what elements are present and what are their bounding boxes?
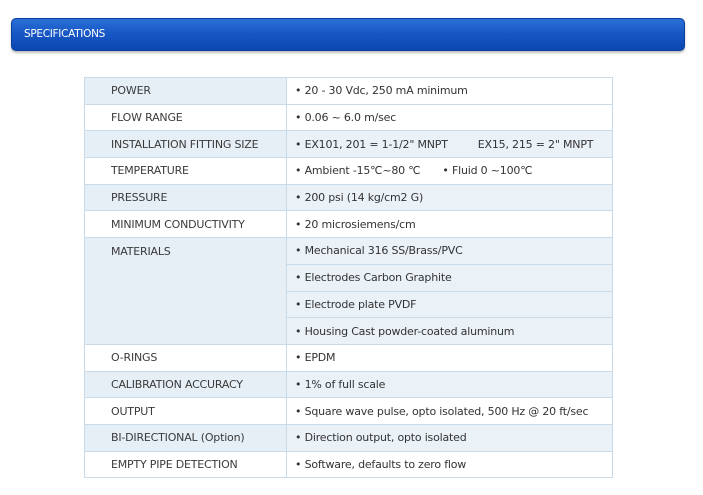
spec-value: • Software, defaults to zero flow [287, 451, 613, 478]
spec-value: • 20 - 30 Vdc, 250 mA minimum [287, 78, 613, 105]
spec-value-part: • EX101, 201 = 1-1/2" MNPT [295, 137, 448, 151]
spec-value: • 20 microsiemens/cm [287, 211, 613, 238]
specifications-table [84, 77, 613, 478]
spec-value: • EPDM [287, 344, 613, 371]
spec-value: • Square wave pulse, opto isolated, 500 Hz @ 20 ft/sec [287, 398, 613, 425]
section-header [11, 18, 685, 51]
spec-value: • Electrode plate PVDF [287, 291, 613, 318]
spec-row-pressure [85, 184, 613, 211]
spec-label: O-RINGS [85, 344, 287, 371]
spec-row-bidirectional [85, 424, 613, 451]
spec-label: EMPTY PIPE DETECTION [85, 451, 287, 478]
spec-value: • Mechanical 316 SS/Brass/PVC [287, 238, 613, 265]
spec-row-conductivity [85, 211, 613, 238]
spec-label: TEMPERATURE [85, 158, 287, 185]
spec-value: • 1% of full scale [287, 371, 613, 398]
spec-label: CALIBRATION ACCURACY [85, 371, 287, 398]
spec-value-part: • Fluid 0 ~100℃ [442, 164, 533, 178]
spec-label: BI-DIRECTIONAL (Option) [85, 424, 287, 451]
spec-row-empty-pipe [85, 451, 613, 478]
spec-value: • Housing Cast powder-coated aluminum [287, 318, 613, 345]
spec-row-materials [85, 238, 613, 265]
spec-value: • 0.06 ~ 6.0 m/sec [287, 104, 613, 131]
spec-label: INSTALLATION FITTING SIZE [85, 131, 287, 158]
spec-value: • 200 psi (14 kg/cm2 G) [287, 184, 613, 211]
spec-label: PRESSURE [85, 184, 287, 211]
spec-row-temperature [85, 158, 613, 185]
spec-value: • Direction output, opto isolated [287, 424, 613, 451]
spec-label: MATERIALS [85, 238, 287, 345]
spec-label: MINIMUM CONDUCTIVITY [85, 211, 287, 238]
spec-row-flow-range [85, 104, 613, 131]
spec-row-installation [85, 131, 613, 158]
spec-label: FLOW RANGE [85, 104, 287, 131]
spec-value [287, 131, 613, 158]
spec-row-orings [85, 344, 613, 371]
spec-value-part: EX15, 215 = 2" MNPT [477, 137, 594, 151]
spec-row-power [85, 78, 613, 105]
spec-label: POWER [85, 78, 287, 105]
spec-row-calibration [85, 371, 613, 398]
spec-value: • Electrodes Carbon Graphite [287, 264, 613, 291]
section-title: SPECIFICATIONS [24, 28, 105, 40]
spec-row-output [85, 398, 613, 425]
spec-value [287, 158, 613, 185]
spec-value-part: • Ambient -15℃~80 ℃ [295, 164, 421, 178]
spec-label: OUTPUT [85, 398, 287, 425]
